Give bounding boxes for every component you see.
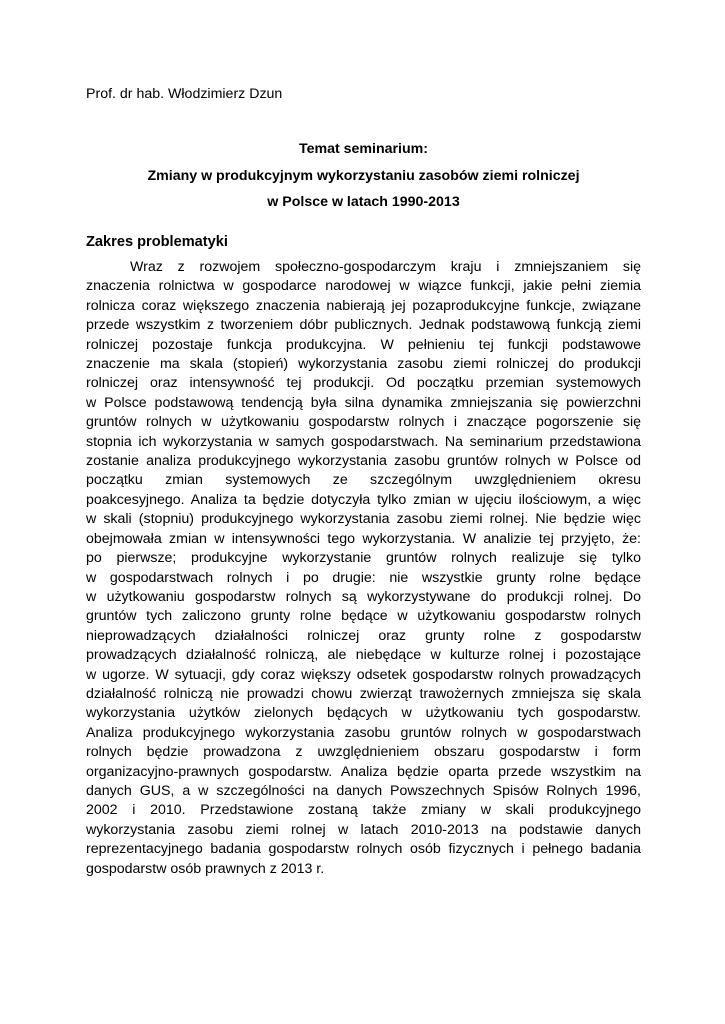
author-name: Prof. dr hab. Włodzimierz Dzun [86, 86, 283, 102]
paragraph-line: działalność rolniczą nie prowadzi chowu zwierząt trawożernych zmniejsza się skala [86, 685, 641, 702]
paragraph-line: znaczenia rolnictwa w gospodarce narodowej w wiązce funkcji, jakie pełni ziemia [86, 278, 641, 295]
paragraph-line: danych GUS, a w szczególności na danych Powszechnych Spisów Rolnych 1996, [86, 782, 641, 799]
paragraph-line: początku zmian systemowych ze szczególnym uwzględnieniem okresu [86, 472, 641, 489]
paragraph-line: rolniczej pozostaje funkcja produkcyjna. W pełnieniu tej funkcji podstawowe [86, 336, 641, 353]
paragraph-line: wykorzystania zasobu ziemi rolnej w latach 2010-2013 na podstawie danych [86, 821, 641, 838]
paragraph-line: gospodarstw osób prawnych z 2013 r. [86, 860, 325, 877]
paragraph-line: rolnych będzie prowadzona z uwzględnieniem obszaru gospodarstw i form [86, 744, 641, 761]
section-heading: Zakres problematyki [86, 234, 228, 250]
title-line: Zmiany w produkcyjnym wykorzystaniu zasobów ziemi rolniczej [147, 167, 580, 184]
paragraph-line: w użytkowaniu gospodarstw rolnych są wykorzystywane do produkcji rolnej. Do [86, 588, 641, 605]
paragraph-line: stopnia ich wykorzystania w samych gospodarstwach. Na seminarium przedstawiona [86, 433, 641, 450]
paragraph-line: reprezentacyjnego badania gospodarstw rolnych osób fizycznych i pełnego badania [86, 841, 641, 858]
paragraph-line: organizacyjno-prawnych gospodarstw. Analiza będzie oparta przede wszystkim na [86, 763, 641, 780]
paragraph-line: Wraz z rozwojem społeczno-gospodarczym kraju i zmniejszaniem się [130, 259, 641, 275]
paragraph-line: znaczenie ma skala (stopień) wykorzystania zasobu ziemi rolniczej do produkcji [86, 356, 641, 373]
paragraph-line: po pierwsze; produkcyjne wykorzystanie gruntów rolnych realizuje się tylko [86, 550, 641, 567]
paragraph-line: wykorzystania użytków zielonych będących w użytkowaniu tych gospodarstw. [86, 705, 641, 722]
paragraph-line: 2002 i 2010. Przedstawione zostaną także zmiany w skali produkcyjnego [86, 802, 641, 819]
paragraph-line: prowadzących działalność rolniczą, ale niebędące w kulturze rolnej i pozostające [86, 647, 641, 664]
paragraph-line: w ugorze. W sytuacji, gdy coraz większy odsetek gospodarstw rolnych prowadzących [86, 666, 641, 683]
paragraph-line: w Polsce podstawową tendencją była silna dynamika zmniejszania się powierzchni [86, 394, 641, 411]
paragraph-line: rolnicza coraz większego znaczenia nabierają jej pozaprodukcyjne funkcje, związane [86, 297, 641, 314]
seminar-title [86, 136, 641, 216]
paragraph-line: rolniczej oraz intensywność tej produkcji. Od początku przemian systemowych [86, 375, 641, 392]
paragraph-line: obejmowała zmian w intensywności tego wykorzystania. W analizie tej przyjęto, że: [86, 530, 641, 547]
paragraph-line: nieprowadzących działalności rolniczej oraz grunty rolne z gospodarstw [86, 627, 641, 644]
title-line: w Polsce w latach 1990-2013 [267, 194, 460, 210]
body-paragraph [86, 258, 641, 879]
paragraph-line: przede wszystkim z tworzeniem dóbr publicznych. Jednak podstawową funkcją ziemi [86, 317, 641, 334]
title-line: Temat seminarium: [298, 141, 429, 157]
paragraph-line: w gospodarstwach rolnych i po drugie: nie wszystkie grunty rolne będące [86, 569, 641, 586]
paragraph-line: w skali (stopniu) produkcyjnego wykorzystania zasobu ziemi rolnej. Nie będzie więc [86, 511, 641, 528]
paragraph-line: zostanie analiza produkcyjnego wykorzystania zasobu gruntów rolnych w Polsce od [86, 453, 641, 470]
paragraph-line: gruntów rolnych w użytkowaniu gospodarstw rolnych i znaczące pogorszenie się [86, 414, 641, 431]
paragraph-line: Analiza produkcyjnego wykorzystania zasobu gruntów rolnych w gospodarstwach [86, 724, 641, 741]
paragraph-line: gruntów tych zaliczono grunty rolne będące w użytkowaniu gospodarstw rolnych [86, 608, 641, 625]
paragraph-line: poakcesyjnego. Analiza ta będzie dotyczyła tylko zmian w ujęciu ilościowym, a więc [86, 491, 641, 508]
